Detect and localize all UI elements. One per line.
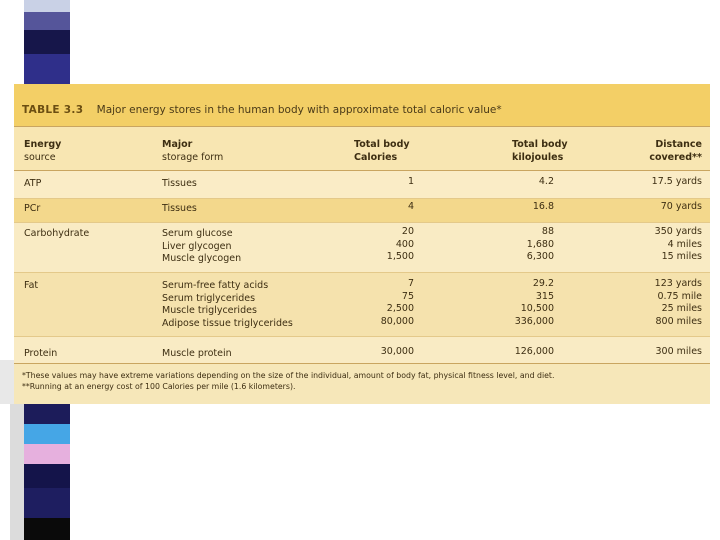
- header-calories: [354, 138, 454, 164]
- cell-kilojoules-list: [474, 226, 554, 264]
- table-scan: [14, 84, 710, 404]
- header-top-rule: [14, 126, 710, 127]
- cell-source: Fat: [24, 280, 39, 291]
- cell-kilojoules: 6,300: [526, 251, 554, 262]
- cell-kilojoules: 336,000: [514, 315, 554, 327]
- header-line: Energy: [24, 139, 62, 150]
- cell-distance: 15 miles: [661, 251, 702, 262]
- strip-shadow: [10, 404, 24, 540]
- cell-form: Serum glucose: [162, 228, 233, 239]
- cell-calories-list: [334, 278, 414, 328]
- header-line: covered**: [649, 152, 702, 163]
- footnote: **Running at an energy cost of 100 Calories per mile (1.6 kilometers).: [22, 382, 296, 391]
- header-kilojoules: [512, 138, 568, 164]
- cell-form: Muscle triglycerides: [162, 305, 257, 316]
- cell-calories: 30,000: [380, 346, 414, 357]
- cell-calories: 20: [401, 226, 414, 237]
- cell-source: ATP: [24, 178, 42, 189]
- strip-block: [24, 444, 70, 464]
- cell-distance: 123 yards: [654, 278, 702, 289]
- cell-calories: 2,500: [386, 303, 414, 314]
- strip-block: [24, 464, 70, 488]
- cell-kilojoules: 29.2: [532, 278, 554, 289]
- header-line: storage form: [162, 152, 224, 163]
- header-distance: [610, 138, 702, 164]
- strip-block: [24, 488, 70, 518]
- cell-form-list: [162, 228, 241, 266]
- strip-block: [24, 0, 70, 12]
- row-rule: [14, 198, 710, 199]
- header-line: Total body: [512, 139, 568, 150]
- table-caption: Major energy stores in the human body with approximate total caloric value*: [96, 104, 502, 116]
- cell-kilojoules: 315: [535, 290, 554, 302]
- cell-source: Carbohydrate: [24, 228, 90, 239]
- cell-calories: 80,000: [380, 315, 414, 327]
- cell-kilojoules: 126,000: [514, 346, 554, 357]
- cell-form: Serum triglycerides: [162, 292, 256, 304]
- cell-form: Muscle glycogen: [162, 253, 242, 264]
- cell-kilojoules: 4.2: [538, 176, 554, 187]
- header-energy-source: [24, 138, 61, 164]
- strip-block: [24, 424, 70, 444]
- cell-calories: 1,500: [386, 251, 414, 262]
- cell-form: Serum-free fatty acids: [162, 280, 269, 291]
- cell-distance: 25 miles: [661, 303, 702, 314]
- cell-distance: 350 yards: [654, 226, 702, 237]
- cell-kilojoules: 10,500: [520, 303, 554, 314]
- header-line: Calories: [354, 152, 398, 163]
- cell-source: PCr: [24, 203, 41, 214]
- strip-block: [24, 12, 70, 30]
- table-title: [22, 104, 502, 116]
- row-rule: [14, 222, 710, 223]
- cell-calories: 1: [407, 176, 414, 187]
- cell-calories: 400: [395, 238, 414, 250]
- cell-kilojoules: 1,680: [526, 238, 554, 250]
- row-rule: [14, 336, 710, 337]
- header-line: kilojoules: [512, 152, 564, 163]
- strip-block: [24, 518, 70, 540]
- row-rule: [14, 272, 710, 273]
- cell-distance: 4 miles: [667, 238, 702, 250]
- header-line: Distance: [655, 139, 702, 150]
- strip-block: [24, 404, 70, 424]
- cell-calories: 75: [401, 290, 414, 302]
- cell-calories: 4: [407, 201, 414, 212]
- cell-form: Liver glycogen: [162, 240, 232, 252]
- cell-calories: 7: [407, 278, 414, 289]
- cell-distance: 300 miles: [655, 346, 702, 357]
- cell-calories-list: [334, 226, 414, 264]
- cell-form: Muscle protein: [162, 348, 232, 359]
- cell-form: Tissues: [162, 203, 197, 214]
- cell-kilojoules: 16.8: [532, 201, 554, 212]
- cell-form: Tissues: [162, 178, 197, 189]
- strip-block: [24, 30, 70, 54]
- table-number: TABLE 3.3: [22, 104, 84, 116]
- cell-distance: 0.75 mile: [657, 290, 702, 302]
- cell-form: Adipose tissue triglycerides: [162, 317, 293, 329]
- header-line: Major: [162, 139, 193, 150]
- footnote: *These values may have extreme variations depending on the size of the individual, amount of body fat, physical fitness level, and diet.: [22, 371, 555, 380]
- header-line: Total body: [354, 139, 410, 150]
- header-line: source: [24, 152, 56, 163]
- cell-distance: 17.5 yards: [651, 176, 702, 187]
- cell-distance: 70 yards: [660, 201, 702, 212]
- strip-block: [24, 54, 70, 84]
- table-bottom-rule: [14, 363, 710, 364]
- scan-edge: [0, 360, 14, 404]
- cell-distance-list: [610, 278, 702, 328]
- cell-distance: 800 miles: [655, 315, 702, 327]
- cell-kilojoules: 88: [541, 226, 554, 237]
- cell-kilojoules-list: [474, 278, 554, 328]
- cell-source: Protein: [24, 348, 58, 359]
- cell-distance-list: [610, 226, 702, 264]
- header-storage-form: [162, 138, 223, 164]
- cell-form-list: [162, 280, 293, 330]
